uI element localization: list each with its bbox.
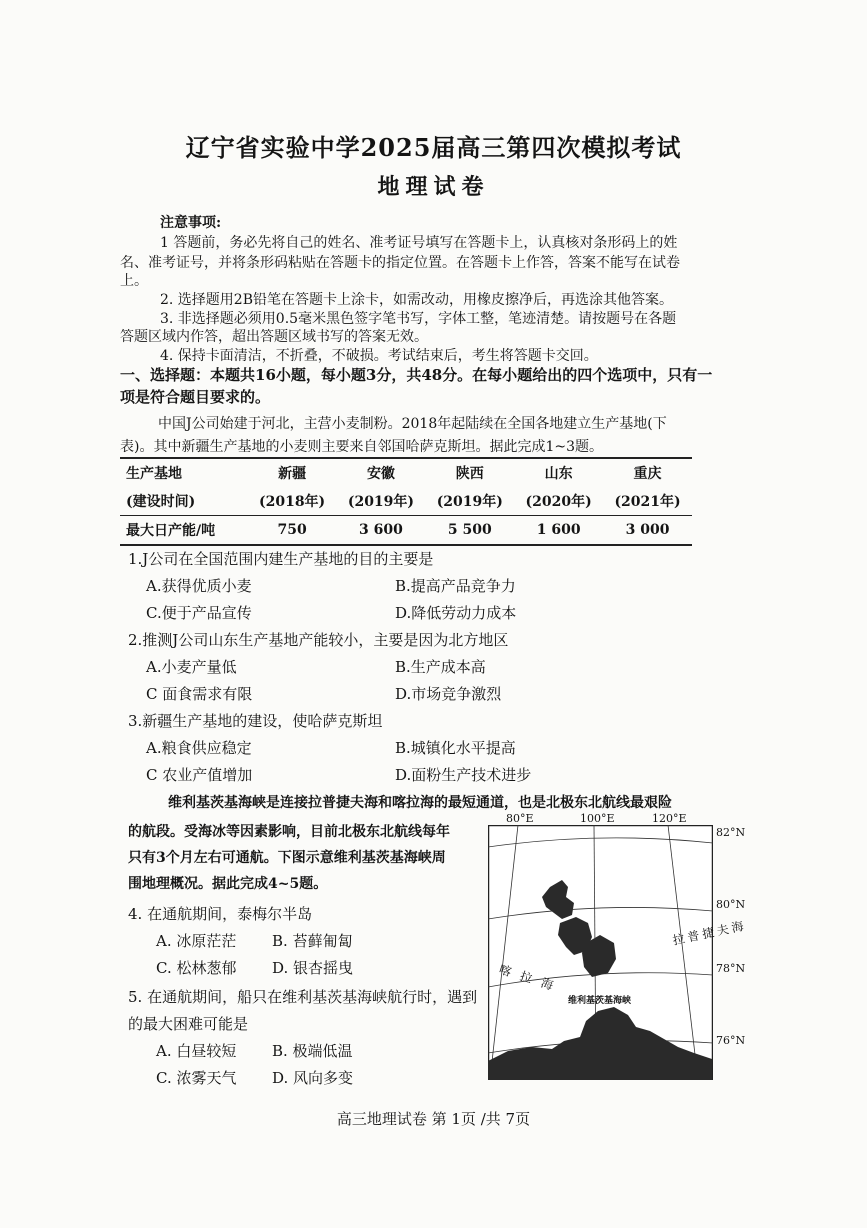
question-1-stem: 1.J公司在全国范围内建生产基地的目的主要是: [128, 550, 434, 568]
map-lon-label-100e: 100°E: [580, 812, 615, 825]
map-lat-label-80n: 80°N: [716, 898, 746, 911]
map-lat-label-78n: 78°N: [716, 962, 746, 975]
question-2-option-c: C 面食需求有限: [146, 685, 253, 703]
material-2-line-3: 只有3个月左右可通航。下图示意维利基茨基海峡周: [128, 850, 446, 866]
notice-line-2: 名、准考证号，并将条形码粘贴在答题卡的指定位置。在答题卡上作答，答案不能写在试卷: [120, 255, 680, 271]
notice-line-3: 上。: [120, 273, 148, 289]
material-2-line-1: 维利基茨基海峡是连接拉普捷夫海和喀拉海的最短通道，也是北极东北航线最艰险: [168, 795, 672, 811]
question-1-option-c: C.便于产品宣传: [146, 604, 252, 622]
table-cell: 5 500: [425, 516, 514, 546]
question-1-option-a: A.获得优质小麦: [146, 577, 252, 595]
material-1-line-1: 中国J公司始建于河北，主营小麦制粉。2018年起陆续在全国各地建立生产基地(下: [158, 416, 667, 432]
table-cell: (建设时间): [126, 494, 196, 510]
table-cell: (2018年): [258, 494, 326, 510]
table-cell: 750: [248, 516, 337, 546]
map-label-kara-sea: 喀拉海: [497, 962, 565, 996]
question-2-option-b: B.生产成本高: [395, 658, 486, 676]
question-5-option-c: C. 浓雾天气: [156, 1069, 237, 1087]
material-1-line-2: 表)。其中新疆生产基地的小麦则主要来自邻国哈萨克斯坦。据此完成1~3题。: [120, 439, 604, 455]
table-cell: 1 600: [514, 516, 603, 546]
table-cell: 陕西: [455, 466, 484, 482]
table-cell: (2021年): [614, 494, 681, 510]
page-footer: 高三地理试卷 第 1页 /共 7页: [336, 1110, 531, 1128]
question-3-option-c: C 农业产值增加: [146, 766, 253, 784]
table-cell: 生产基地: [126, 466, 182, 482]
question-4-option-d: D. 银杏摇曳: [272, 959, 354, 977]
question-5-option-d: D. 风向多变: [272, 1069, 354, 1087]
question-3-option-b: B.城镇化水平提高: [395, 739, 516, 757]
table-header-row-1: [120, 458, 692, 487]
table-cell: 新疆: [278, 466, 307, 482]
table-cell: 安徽: [366, 466, 395, 482]
question-3-option-d: D.面粉生产技术进步: [395, 766, 532, 784]
table-cell: (2019年): [347, 494, 415, 510]
table-cell: 最大日产能/吨: [120, 516, 248, 546]
table-cell: 3 000: [603, 516, 692, 546]
notice-heading: 注意事项:: [160, 215, 222, 231]
question-4-option-a: A. 冰原茫茫: [156, 932, 237, 950]
table-row: [120, 516, 692, 546]
question-2-stem: 2.推测J公司山东生产基地产能较小，主要是因为北方地区: [128, 631, 509, 649]
question-5-option-b: B. 极端低温: [272, 1042, 353, 1060]
question-5-stem-1: 5. 在通航期间，船只在维利基茨基海峡航行时，遇到: [128, 988, 478, 1006]
page-subtitle: 地理试卷: [377, 174, 490, 200]
question-5-option-a: A. 白昼较短: [156, 1042, 237, 1060]
question-3-stem: 3.新疆生产基地的建设，使哈萨克斯坦: [128, 712, 383, 730]
map-lon-label-80e: 80°E: [506, 812, 534, 825]
map-label-laptev-sea: 拉普捷夫海: [671, 918, 748, 948]
notice-line-4: 2. 选择题用2B铅笔在答题卡上涂卡，如需改动，用橡皮擦净后，再选涂其他答案。: [160, 292, 674, 308]
production-base-table: [120, 457, 692, 546]
strait-location-map: [488, 825, 713, 1080]
notice-line-6: 答题区域内作答，超出答题区域书写的答案无效。: [120, 329, 428, 345]
table-cell: (2019年): [436, 494, 503, 510]
map-label-vilkitsky-strait: 维利基茨基海峡: [568, 996, 632, 1006]
question-2-option-a: A.小麦产量低: [146, 658, 237, 676]
map-lon-label-120e: 120°E: [652, 812, 687, 825]
section-heading-line-2: 项是符合题目要求的。: [120, 388, 271, 406]
table-cell: 3 600: [337, 516, 426, 546]
notice-line-5: 3. 非选择题必须用0.5毫米黑色签字笔书写，字体工整，笔迹清楚。请按题号在各题: [160, 311, 677, 327]
table-cell: 山东: [544, 466, 573, 482]
question-1-option-d: D.降低劳动力成本: [395, 604, 517, 622]
map-lat-label-82n: 82°N: [716, 826, 746, 839]
table-header-row-2: [120, 487, 692, 516]
section-heading-line-1: 一、选择题：本题共16小题，每小题3分，共48分。在每小题给出的四个选项中，只有一: [120, 366, 713, 384]
question-4-stem: 4. 在通航期间，泰梅尔半岛: [128, 905, 313, 923]
material-2-line-4: 围地理概况。据此完成4~5题。: [128, 876, 328, 892]
map-lat-label-76n: 76°N: [716, 1034, 746, 1047]
notice-line-1: 1 答题前，务必先将自己的姓名、准考证号填写在答题卡上，认真核对条形码上的姓: [160, 235, 678, 251]
notice-line-7: 4. 保持卡面清洁，不折叠，不破损。考试结束后，考生将答题卡交回。: [160, 348, 598, 364]
question-2-option-d: D.市场竞争激烈: [395, 685, 502, 703]
question-3-option-a: A.粮食供应稳定: [146, 739, 252, 757]
question-4-option-b: B. 苔藓匍匐: [272, 932, 353, 950]
question-5-stem-2: 的最大困难可能是: [128, 1015, 249, 1033]
table-cell: (2020年): [525, 494, 592, 510]
page-title: 辽宁省实验中学2025届高三第四次模拟考试: [185, 133, 682, 162]
question-4-option-c: C. 松林葱郁: [156, 959, 237, 977]
question-1-option-b: B.提高产品竞争力: [395, 577, 516, 595]
material-2-line-2: 的航段。受海冰等因素影响，目前北极东北航线每年: [128, 824, 450, 840]
table-cell: 重庆: [633, 466, 662, 482]
